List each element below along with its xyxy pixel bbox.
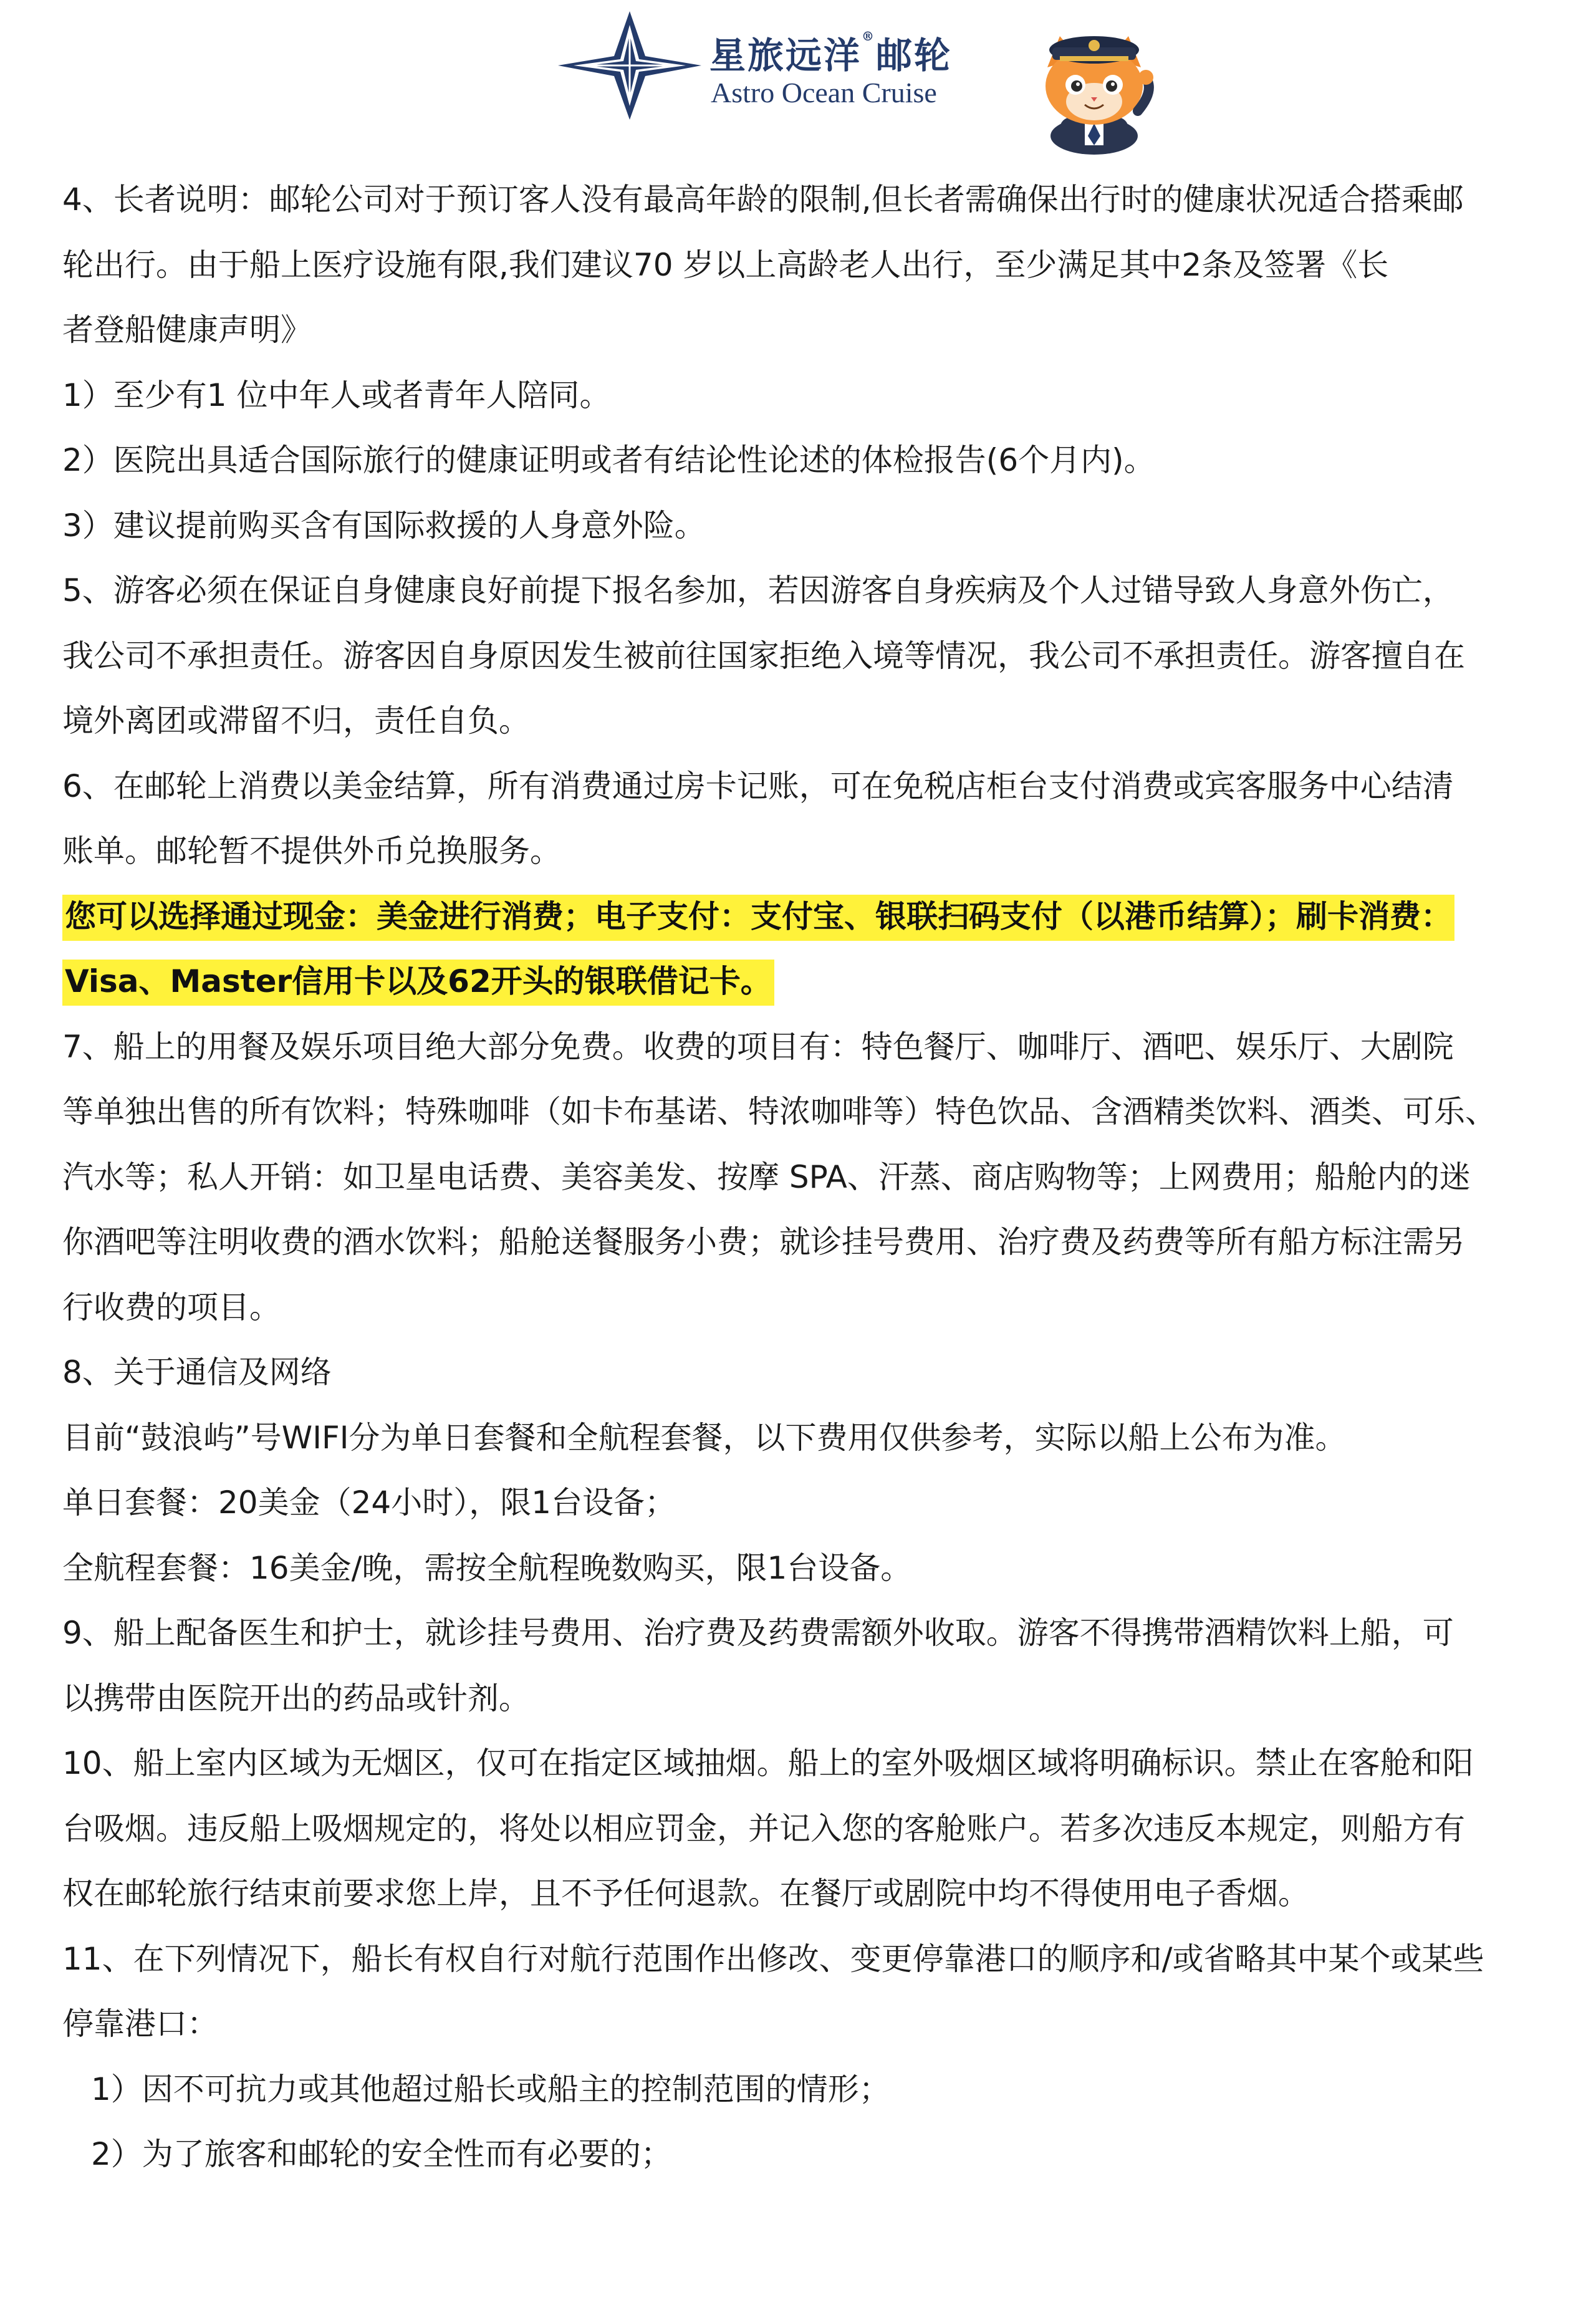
text-line-content: 9、船上配备医生和护士，就诊挂号费用、治疗费及药费需额外收取。游客不得携带酒精饮料上船，可 [62, 1615, 1454, 1651]
star-compass-icon [552, 6, 708, 125]
text-line [62, 1470, 1546, 1536]
brand-name-en: Astro Ocean Cruise [711, 77, 937, 108]
text-line [62, 819, 1546, 884]
text-line-content: 4、长者说明：邮轮公司对于预订客人没有最高年龄的限制,但长者需确保出行时的健康状况适合搭乘邮 [62, 181, 1464, 218]
text-line-content: 8、关于通信及网络 [62, 1354, 332, 1390]
text-line [62, 1796, 1546, 1862]
text-line [62, 297, 1546, 363]
text-line [62, 428, 1546, 493]
cat-captain-mascot-icon [1022, 11, 1166, 155]
text-line [62, 1340, 1546, 1405]
text-line-content: 2）医院出具适合国际旅行的健康证明或者有结论性论述的体检报告(6个月内)。 [62, 442, 1155, 478]
text-line [62, 233, 1546, 298]
notice-body [62, 167, 1546, 2187]
text-line [62, 1275, 1546, 1340]
brand-name-cn: 星旅远洋®邮轮 [709, 29, 953, 77]
text-line [62, 1991, 1546, 2057]
text-line-content: 等单独出售的所有饮料；特殊咖啡（如卡布基诺、特浓咖啡等）特色饮品、含酒精类饮料、酒类、可乐、 [62, 1094, 1496, 1130]
text-line-content: 5、游客必须在保证自身健康良好前提下报名参加，若因游客自身疾病及个人过错导致人身意外伤亡， [62, 572, 1454, 609]
text-line [62, 167, 1546, 233]
text-line [62, 1210, 1546, 1275]
text-line-content: 行收费的项目。 [62, 1289, 281, 1326]
text-line-content: 7、船上的用餐及娱乐项目绝大部分免费。收费的项目有：特色餐厅、咖啡厅、酒吧、娱乐厅、大剧院 [62, 1028, 1454, 1065]
highlighted-text-line [62, 884, 1546, 950]
text-line-content: 单日套餐：20美金（24小时），限1台设备； [62, 1485, 676, 1521]
text-line-content: 1）至少有1 位中年人或者青年人陪同。 [62, 377, 611, 413]
text-line-content: 轮出行。由于船上医疗设施有限,我们建议70 岁以上高龄老人出行，至少满足其中2条及签署《长 [62, 246, 1389, 283]
text-line-content: 10、船上室内区域为无烟区，仅可在指定区域抽烟。船上的室外吸烟区域将明确标识。禁止在客舱和阳 [62, 1745, 1474, 1781]
text-line-content: 我公司不承担责任。游客因自身原因发生被前往国家拒绝入境等情况，我公司不承担责任。游客擅自在 [62, 637, 1465, 674]
text-line [62, 2057, 1546, 2122]
text-line-content: 6、在邮轮上消费以美金结算，所有消费通过房卡记账，可在免税店柜台支付消费或宾客服务中心结清 [62, 768, 1454, 804]
text-line-content: 11、在下列情况下，船长有权自行对航行范围作出修改、变更停靠港口的顺序和/或省略其中某个或某些 [62, 1940, 1484, 1977]
text-line [62, 1536, 1546, 1601]
text-line-content: 台吸烟。违反船上吸烟规定的，将处以相应罚金，并记入您的客舱账户。若多次违反本规定，则船方有 [62, 1810, 1465, 1847]
text-line [62, 2122, 1546, 2187]
text-line-content: 者登船健康声明》 [62, 312, 312, 348]
text-line-content: 3）建议提前购买含有国际救援的人身意外险。 [62, 507, 706, 544]
text-line-content: 境外离团或滞留不归，责任自负。 [62, 703, 530, 739]
text-line [62, 623, 1546, 689]
text-line-content: 你酒吧等注明收费的酒水饮料；船舱送餐服务小费；就诊挂号费用、治疗费及药费等所有船方标注需另 [62, 1224, 1465, 1260]
text-line [62, 1600, 1546, 1666]
text-line [62, 1014, 1546, 1080]
text-line-content: 停靠港口： [62, 2006, 218, 2042]
text-line [62, 1405, 1546, 1471]
text-line-content: 以携带由医院开出的药品或针剂。 [62, 1680, 530, 1716]
page-header [0, 0, 1596, 156]
text-line-content: 权在邮轮旅行结束前要求您上岸，且不予任何退款。在餐厅或剧院中均不得使用电子香烟。 [62, 1875, 1309, 1912]
text-line [62, 1666, 1546, 1731]
text-line-content: 目前“鼓浪屿”号WIFI分为单日套餐和全航程套餐，以下费用仅供参考，实际以船上公布为准。 [62, 1419, 1347, 1456]
text-line [62, 1927, 1546, 1992]
text-line-content: 全航程套餐：16美金/晚，需按全航程晚数购买，限1台设备。 [62, 1549, 912, 1586]
text-line-content: 账单。邮轮暂不提供外币兑换服务。 [62, 833, 561, 869]
text-line [62, 1731, 1546, 1796]
text-line-content: Visa、Master信用卡以及62开头的银联借记卡。 [62, 960, 774, 1006]
text-line [62, 493, 1546, 559]
text-line-content: 您可以选择通过现金：美金进行消费；电子支付：支付宝、银联扫码支付（以港币结算）；刷卡消费： [62, 895, 1454, 941]
text-line [62, 1079, 1546, 1145]
text-line [62, 1861, 1546, 1927]
text-line-content: 1）因不可抗力或其他超过船长或船主的控制范围的情形； [91, 2071, 890, 2107]
text-line [62, 558, 1546, 623]
text-line-content: 汽水等；私人开销：如卫星电话费、美容美发、按摩 SPA、汗蒸、商店购物等；上网费用；船舱内的迷 [62, 1158, 1471, 1195]
text-line [62, 363, 1546, 428]
text-line [62, 1145, 1546, 1210]
text-line-content: 2）为了旅客和邮轮的安全性而有必要的； [91, 2136, 672, 2172]
text-line [62, 754, 1546, 819]
text-line [62, 688, 1546, 754]
highlighted-text-line [62, 949, 1546, 1014]
